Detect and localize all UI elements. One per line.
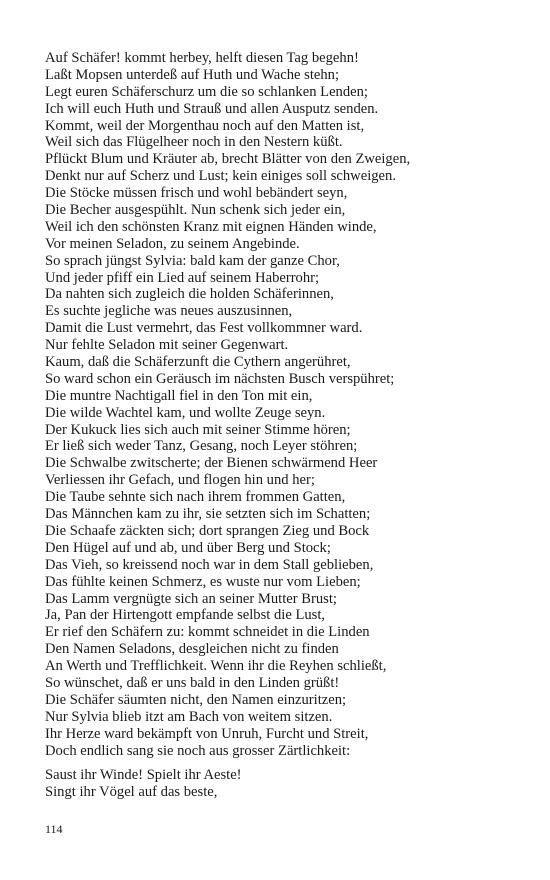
verse-line: Und jeder pfiff ein Lied auf seinem Haberrohr; (45, 269, 320, 286)
verse-line: Nur Sylvia blieb itzt am Bach von weitem sitzen. (45, 708, 333, 725)
verse-line: Saust ihr Winde! Spielt ihr Aeste! (45, 767, 242, 783)
verse-line: Legt euren Schäferschurz um die so schlanken Lenden; (45, 83, 368, 100)
verse-line: Ich will euch Huth und Strauß und allen Ausputz senden. (45, 100, 379, 117)
verse-line: Damit die Lust vermehrt, das Fest vollkommner ward. (45, 320, 363, 337)
verse-line: Nur fehlte Seladon mit seiner Gegenwart. (45, 337, 289, 354)
verse-line: Der Kukuck lies sich auch mit seiner Stimme hören; (45, 421, 351, 438)
verse-line: Er ließ sich weder Tanz, Gesang, noch Leyer stöhren; (45, 438, 358, 455)
verse-line: Laßt Mopsen unterdeß auf Huth und Wache stehn; (45, 66, 340, 83)
verse-line: Die muntre Nachtigall fiel in den Ton mit ein, (45, 387, 313, 404)
poem-stanza-2 (45, 767, 525, 801)
verse-line: So sprach jüngst Sylvia: bald kam der ganze Chor, (45, 252, 340, 269)
verse-line: Weil sich das Flügelheer noch in den Nestern küßt. (45, 134, 343, 151)
verse-line: Die Schäfer säumten nicht, den Namen einzuritzen; (45, 691, 347, 708)
verse-line: Die Schwalbe zwitscherte; der Bienen schwärmend Heer (45, 455, 378, 472)
verse-line: Weil ich den schönsten Kranz mit eignen Händen winde, (45, 218, 377, 235)
verse-line: Vor meinen Seladon, zu seinem Angebinde. (45, 235, 300, 252)
verse-line: Da nahten sich zugleich die holden Schäferinnen, (45, 286, 334, 303)
verse-line: An Werth und Trefflichkeit. Wenn ihr die Reyhen schließt, (45, 658, 387, 675)
verse-line: Die Schaafe zäckten sich; dort sprangen Zieg und Bock (45, 522, 370, 539)
verse-line: Die wilde Wachtel kam, und wollte Zeuge seyn. (45, 404, 326, 421)
verse-line: Das Vieh, so kreissend noch war in dem Stall geblieben, (45, 556, 374, 573)
verse-line: Die Becher ausgespühlt. Nun schenk sich jeder ein, (45, 202, 346, 219)
verse-line: Kommt, weil der Morgenthau noch auf den Matten ist, (45, 117, 365, 134)
verse-line: Das Männchen kam zu ihr, sie setzten sich im Schatten; (45, 506, 371, 523)
verse-line: Die Taube sehnte sich nach ihrem frommen Gatten, (45, 489, 346, 506)
verse-line: Pflückt Blum und Kräuter ab, brecht Blätter von den Zweigen, (45, 151, 411, 168)
poem-stanza-1 (45, 50, 525, 759)
page-number: 114 (45, 822, 63, 836)
verse-line: Ja, Pan der Hirtengott empfande selbst die Lust, (45, 607, 326, 624)
verse-line: Das fühlte keinen Schmerz, es wuste nur vom Lieben; (45, 573, 361, 590)
verse-line: Er rief den Schäfern zu: kommt schneidet in die Linden (45, 624, 370, 641)
verse-line: So wünschet, daß er uns bald in den Linden grüßt! (45, 674, 340, 691)
verse-line: Kaum, daß die Schäferzunft die Cythern angerühret, (45, 354, 351, 371)
verse-line: Verliessen ihr Gefach, und flogen hin und her; (45, 472, 315, 489)
verse-line: Den Hügel auf und ab, und über Berg und Stock; (45, 539, 331, 556)
verse-line: Die Stöcke müssen frisch und wohl bebändert seyn, (45, 185, 348, 202)
verse-line: Das Lamm vergnügte sich an seiner Mutter Brust; (45, 590, 337, 607)
verse-line: Denkt nur auf Scherz und Lust; kein einiges soll schweigen. (45, 168, 396, 185)
verse-line: Doch endlich sang sie noch aus grosser Zärtlichkeit: (45, 742, 351, 759)
verse-line: Den Namen Seladons, desgleichen nicht zu finden (45, 641, 339, 658)
verse-line: Auf Schäfer! kommt herbey, helft diesen Tag begehn! (45, 50, 359, 66)
verse-line: Singt ihr Vögel auf das beste, (45, 783, 218, 800)
verse-line: So ward schon ein Geräusch im nächsten Busch verspühret; (45, 370, 395, 387)
verse-line: Es suchte jegliche was neues auszusinnen, (45, 303, 293, 320)
verse-line: Ihr Herze ward bekämpft von Unruh, Furcht und Streit, (45, 725, 369, 742)
